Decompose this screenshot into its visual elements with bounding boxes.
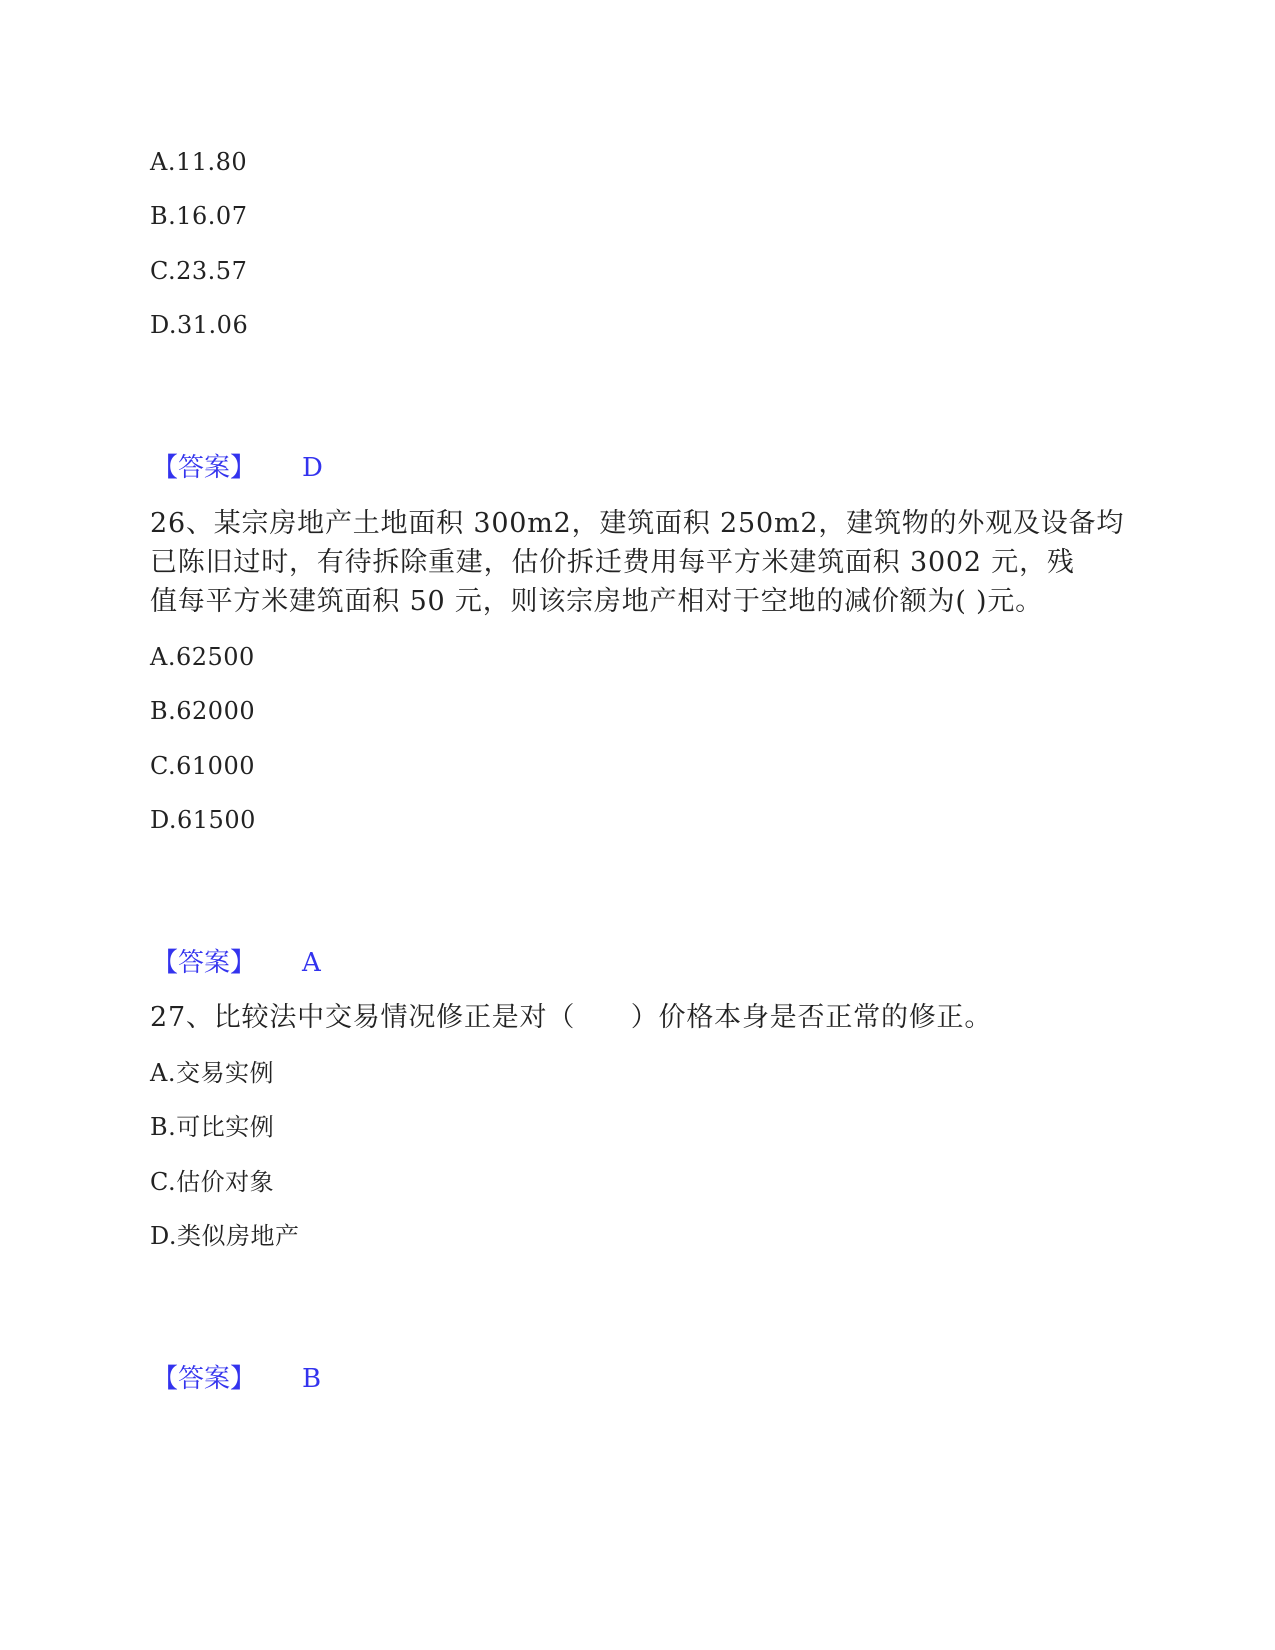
answer-value: A	[302, 948, 321, 978]
q27-option-d: D.类似房地产	[150, 1222, 300, 1250]
q25-option-b: B.16.07	[150, 202, 248, 230]
q25-answer	[152, 453, 323, 483]
q27-option-a: A.交易实例	[150, 1059, 274, 1087]
q26-text-line-3: 值每平方米建筑面积 50 元，则该宗房地产相对于空地的减价额为( )元。	[150, 586, 1043, 617]
answer-value: B	[302, 1364, 322, 1394]
q26-option-d: D.61500	[150, 806, 256, 834]
q27-answer	[152, 1364, 321, 1394]
q25-option-c: C.23.57	[150, 257, 248, 285]
q26-option-b: B.62000	[150, 697, 256, 725]
q27-option-c: C.估价对象	[150, 1168, 275, 1196]
answer-label: 【答案】	[152, 1364, 257, 1394]
q27-option-b: B.可比实例	[150, 1113, 275, 1141]
q26-text-line-2: 已陈旧过时，有待拆除重建，估价拆迁费用每平方米建筑面积 3002 元，残	[150, 547, 1075, 578]
q25-option-a: A.11.80	[150, 148, 248, 176]
q26-text-line-1: 26、某宗房地产土地面积 300m2，建筑面积 250m2，建筑物的外观及设备均	[150, 508, 1125, 539]
answer-label: 【答案】	[152, 453, 257, 483]
q25-option-d: D.31.06	[150, 311, 249, 339]
answer-label: 【答案】	[152, 948, 257, 978]
q26-option-a: A.62500	[150, 643, 255, 671]
q27-text: 27、比较法中交易情况修正是对（ ）价格本身是否正常的修正。	[150, 1002, 993, 1033]
q26-answer	[152, 948, 321, 978]
answer-value: D	[302, 453, 323, 483]
q26-option-c: C.61000	[150, 752, 255, 780]
